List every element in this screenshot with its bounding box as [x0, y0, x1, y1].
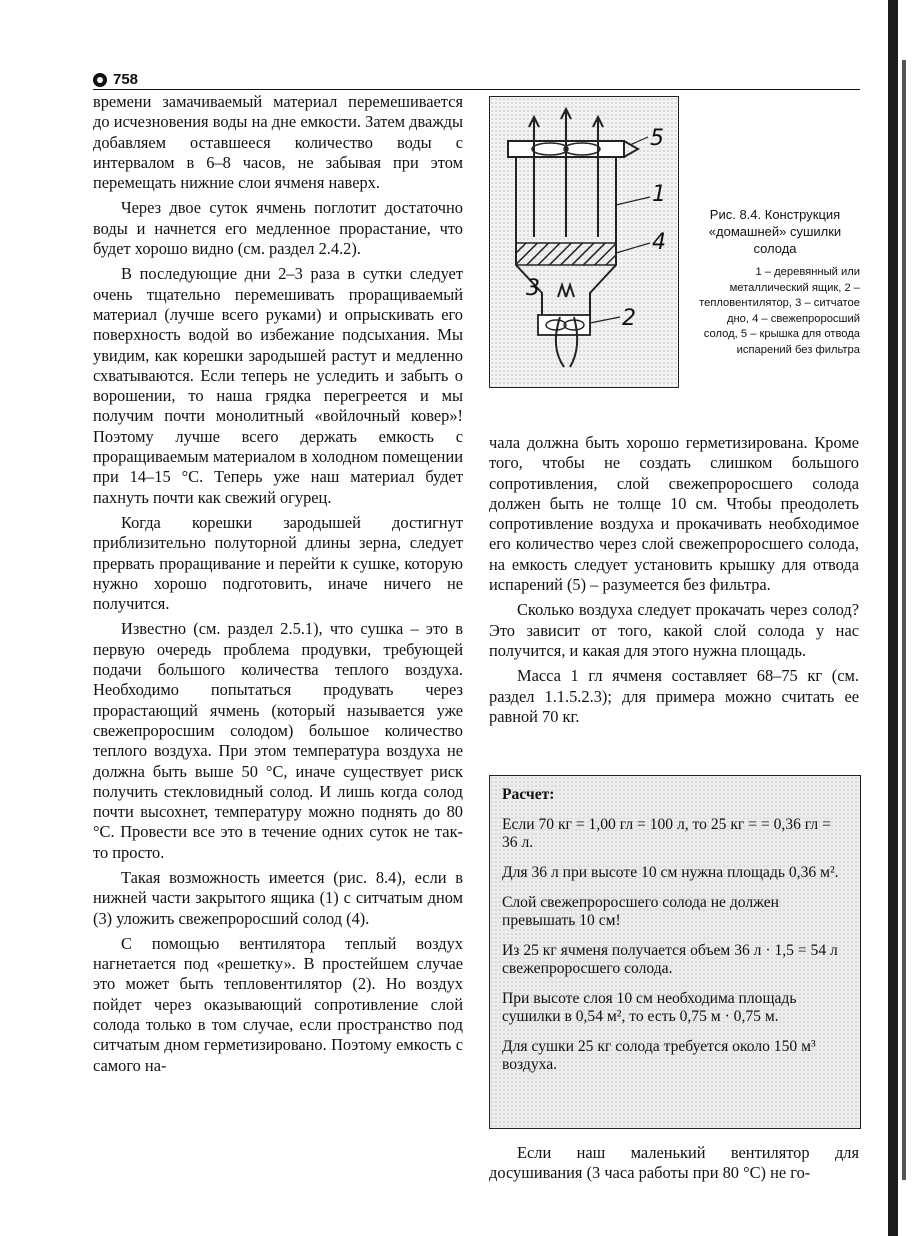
- figure-caption-description: 1 – деревянный или металлический ящик, 2 – тепловентилятор, 3 – ситчатое дно, 4 – свежепроросший солод, 5 – крышка для отвода испарений без фильтра: [699, 266, 860, 356]
- paragraph: Когда корешки зародышей достигнут приблизительно полуторной длины зерна, следует прервать проращивание и перейти к сушке, которую нужно хорошо подготовить, иначе ничего не получится.: [93, 512, 463, 614]
- calculation-line: При высоте слоя 10 см необходима площадь сушилки в 0,54 м², то есть 0,75 м · 0,75 м.: [502, 990, 797, 1025]
- calculation-title: Расчет:: [502, 786, 555, 803]
- paragraph: Такая возможность имеется (рис. 8.4), если в нижней части закрытого ящика (1) с ситчатым дном (3) уложить свежепроросший солод (4).: [93, 867, 463, 928]
- malt-dryer-diagram: [490, 97, 678, 387]
- paragraph: Известно (см. раздел 2.5.1), что сушка – это в первую очередь проблема продувки, требующей подачи большого количества теплого воздуха. Необходимо попытаться продувать через прорастающий ячмень (который называется уже свежепроросшим солодом) большое количество теплого воздуха. При этом температура воздуха не должна быть выше 50 °С, иначе существует риск получить стекловидный солод. И лишь когда солод почти высохнет, температуру можно поднять до 80 °С. Провести все это в течение одних суток не так-то просто.: [93, 619, 463, 862]
- calculation-line: Слой свежепроросшего солода не должен превышать 10 см!: [502, 894, 780, 929]
- paragraph: С помощью вентилятора теплый воздух нагнетается под «решетку». В простейшем случае это может быть тепловентилятор (2). Но воздух пойдет через оказывающий сопротивление слой солода только в том случае, если пространство под ситчатым дном герметизировано. Поэтому емкость с самого на-: [93, 933, 463, 1075]
- paragraph: Если наш маленький вентилятор для досушивания (3 часа работы при 80 °С) не го-: [489, 1143, 859, 1183]
- page-number: 758: [93, 71, 138, 88]
- calculation-line: Если 70 кг = 1,00 гл = 100 л, то 25 кг = = 0,36 гл = 36 л.: [502, 816, 831, 851]
- figure-caption-title: Рис. 8.4. Конструкция «домашней» сушилки солода: [708, 207, 842, 256]
- bottom-right-text: [489, 1138, 859, 1184]
- figure-8-4-drawing: [489, 96, 679, 388]
- paragraph: Через двое суток ячмень поглотит достаточно воды и начнется его медленное прорастание, что будет хорошо видно (см. раздел 2.4.2).: [93, 198, 463, 259]
- calculation-box: [489, 775, 861, 1129]
- paragraph: В последующие дни 2–3 раза в сутки следует очень тщательно перемешивать проращиваемый материал (лучше всего руками) и опрыскивать его поверхность водой во избежание подсыхания. Мы увидим, как корешки зародышей растут и медленно схватываются. Если теперь не уследить и забыть о ворошении, то наша грядка перегреется и мы получим почти монолитный «войлочный ковер»! Поэтому лучше всего держать емкость с проращиваемым материалом в холодном помещении при 14–15 °С. Теперь уже наш материал будет пахнуть почти как свежий огурец.: [93, 264, 463, 507]
- calculation-line: Из 25 кг ячменя получается объем 36 л · 1,5 = 54 л свежепроросшего солода.: [502, 942, 838, 977]
- right-column: [489, 433, 859, 727]
- header-rule: [93, 89, 860, 90]
- left-column: [93, 92, 463, 1076]
- book-spine-edge: [888, 0, 898, 1236]
- calculation-line: Для 36 л при высоте 10 см нужна площадь 0,36 м².: [502, 864, 839, 881]
- paragraph: Сколько воздуха следует прокачать через солод? Это зависит от того, какой слой солода у нас получится, и какая для этого нужна площадь.: [489, 600, 859, 660]
- label-1: 1: [652, 182, 666, 207]
- paragraph: времени замачиваемый материал перемешивается до исчезновения воды на дне емкости. Затем дважды добавляем оставшееся количество воды с интервалом в 6–8 часов, не забывая при этом перемещать нижние слои ячменя наверх.: [93, 92, 463, 193]
- label-5: 5: [650, 126, 664, 151]
- paragraph: Масса 1 гл ячменя составляет 68–75 кг (см. раздел 1.1.5.2.3); для примера можно считать ее равной 70 кг.: [489, 666, 859, 726]
- malt-layer: [516, 243, 616, 265]
- paragraph: чала должна быть хорошо герметизирована. Кроме того, чтобы не создать слишком большого сопротивления, слой свежепроросшего солода должен быть не толще 10 см. Чтобы преодолеть сопротивление воздуха и прокачивать необходимое его количество через слой свежепроросшего солода, на емкость следует установить крышку для отвода испарений (5) – разумеется без фильтра.: [489, 433, 859, 595]
- label-4: 4: [652, 230, 666, 255]
- calculation-line: Для сушки 25 кг солода требуется около 150 м³ воздуха.: [502, 1038, 816, 1073]
- figure-caption: [690, 206, 860, 358]
- book-spine-shadow: [902, 60, 906, 1180]
- label-3: 3: [526, 276, 540, 301]
- page-marker-icon: [93, 73, 107, 87]
- label-2: 2: [622, 306, 636, 331]
